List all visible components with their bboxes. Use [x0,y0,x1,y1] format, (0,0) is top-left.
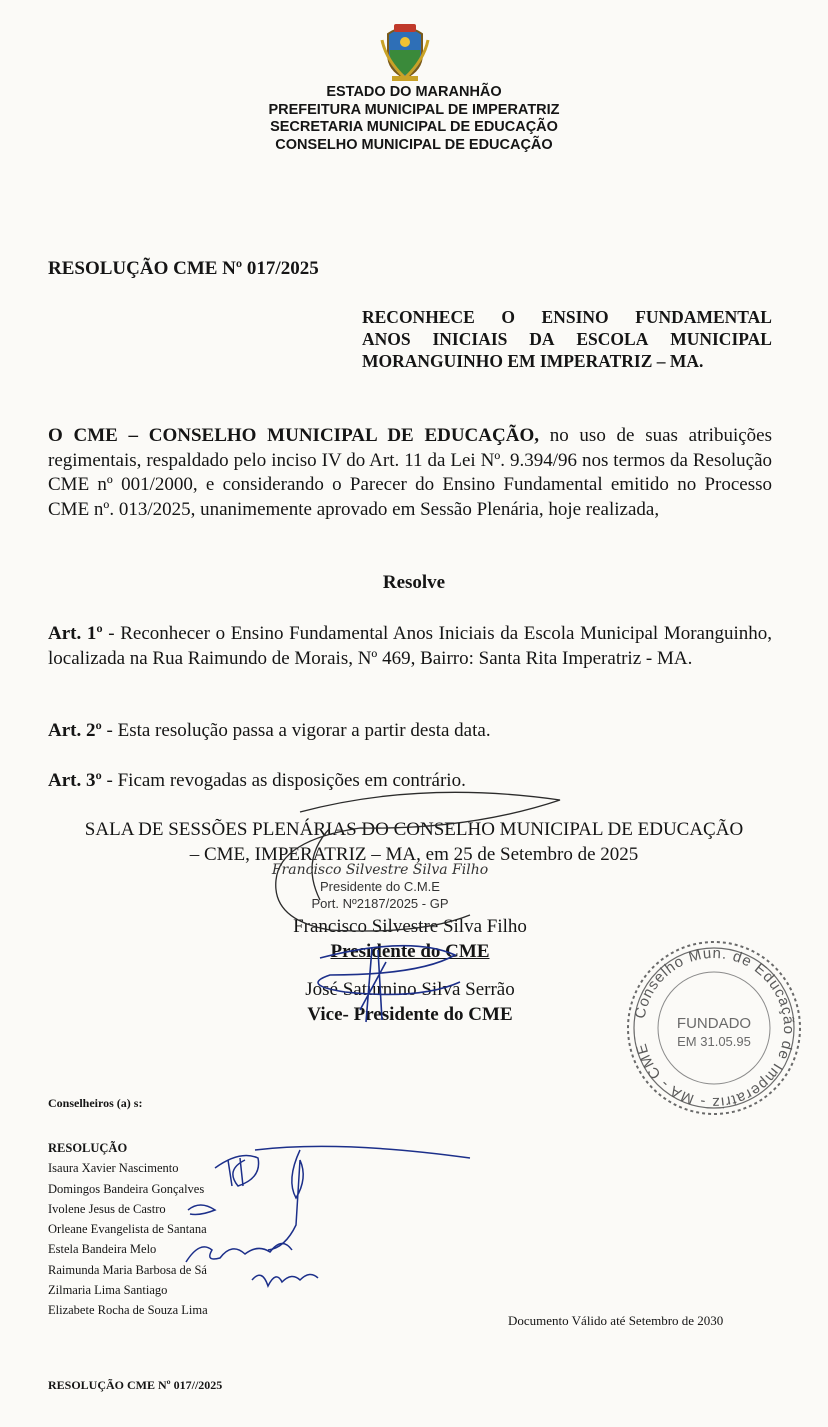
stamp-portaria: Port. Nº2187/2025 - GP [311,896,449,911]
footer-resolution-ref: RESOLUÇÃO CME Nº 017//2025 [48,1378,223,1392]
summary-word: RECONHECE [362,307,475,327]
preamble-bold: O CME – CONSELHO MUNICIPAL DE EDUCAÇÃO, [48,425,539,446]
article-1 [48,622,772,671]
article-label: Art. 3º [48,770,102,791]
header-line-prefeitura: PREFEITURA MUNICIPAL DE IMPERATRIZ [268,101,560,118]
councilor-name: Domingos Bandeira Gonçalves [48,1181,205,1196]
resolution-summary [362,306,772,372]
summary-word: ESCOLA [576,329,649,349]
council-seal [622,936,806,1120]
president-stamp [270,862,490,912]
stamp-handwritten-name: Francisco Silvestre Silva Filho [271,862,489,878]
councilor-name: Zilmaria Lima Santiago [48,1283,168,1298]
summary-word: ANOS [362,329,411,349]
summary-word: O [501,307,515,327]
summary-word: ENSINO [541,307,609,327]
article-label: Art. 2º [48,720,102,741]
summary-line-1 [362,306,772,328]
article-2 [48,719,772,744]
president-role: Presidente do CME [330,941,490,962]
preamble-text: no uso de suas atribuições regimentais, respaldado pelo inciso IV do Art. 11 da Lei Nº. 9.394/96 nos termos da Resolução CME nº 001/2000, e considerando o Parecer do Ensino Fundamental emitido no Processo CME nº. 013/2025, unanimemente aprovado em Sessão Plenária, hoje realizada, [48,425,772,520]
councilors-list [48,1138,208,1321]
councilor-name: Raimunda Maria Barbosa de Sá [48,1262,207,1277]
summary-word: FUNDAMENTAL [635,307,772,327]
summary-word: DA [529,329,555,349]
session-line-1: SALA DE SESSÕES PLENÁRIAS DO CONSELHO MUNICIPAL DE EDUCAÇÃO [84,819,744,840]
article-text: - Reconhecer o Ensino Fundamental Anos Iniciais da Escola Municipal Moranguinho, localizada na Rua Raimundo de Morais, Nº 469, Bairro: Santa Rita Imperatriz - MA. [48,623,772,669]
councilor-signatures [186,1146,470,1286]
article-3 [48,769,772,794]
resolve-heading: Resolve [382,572,446,593]
session-line-2: – CME, IMPERATRIZ – MA, em 25 de Setembro de 2025 [189,844,639,865]
preamble-paragraph [48,424,772,522]
councilor-name: Ivolene Jesus de Castro [48,1201,166,1216]
article-text: - Ficam revogadas as disposições em contrário. [101,770,466,791]
seal-center-line-2: EM 31.05.95 [677,1034,751,1049]
resolution-title: RESOLUÇÃO CME Nº 017/2025 [48,258,319,279]
councilors-section: RESOLUÇÃO [48,1141,128,1155]
signature-block [240,914,580,1027]
coat-of-arms-icon [378,20,432,82]
header-line-secretaria: SECRETARIA MUNICIPAL DE EDUCAÇÃO [270,119,558,135]
summary-line-3: MORANGUINHO EM IMPERATRIZ – MA. [362,351,704,371]
header-line-state: ESTADO DO MARANHÃO [326,84,502,100]
session-place-date [0,817,828,867]
councilor-name: Orleane Evangelista de Santana [48,1222,207,1237]
councilor-name: Elizabete Rocha de Souza Lima [48,1303,208,1318]
validity-note: Documento Válido até Setembro de 2030 [508,1313,724,1328]
summary-line-2 [362,328,772,350]
stamp-role: Presidente do C.M.E [320,879,440,894]
institution-header [0,84,828,154]
article-text: - Esta resolução passa a vigorar a partir desta data. [101,720,491,741]
councilors-title: Conselheiros (a) s: [48,1096,143,1110]
summary-word: INICIAIS [432,329,508,349]
vice-president-name: José Saturnino Silva Serrão [305,979,515,1000]
article-label: Art. 1º [48,623,103,644]
seal-ring-text: Conselho Mun. de Educação de Imperatriz - MA - CME [631,944,798,1112]
header-line-conselho: CONSELHO MUNICIPAL DE EDUCAÇÃO [275,136,553,153]
councilor-name: Estela Bandeira Melo [48,1242,157,1257]
seal-center-line-1: FUNDADO [676,1015,752,1032]
councilor-name: Isaura Xavier Nascimento [48,1161,179,1176]
summary-word: MUNICIPAL [670,329,772,349]
president-name: Francisco Silvestre Silva Filho [293,916,527,937]
vice-president-role: Vice- Presidente do CME [307,1004,513,1025]
